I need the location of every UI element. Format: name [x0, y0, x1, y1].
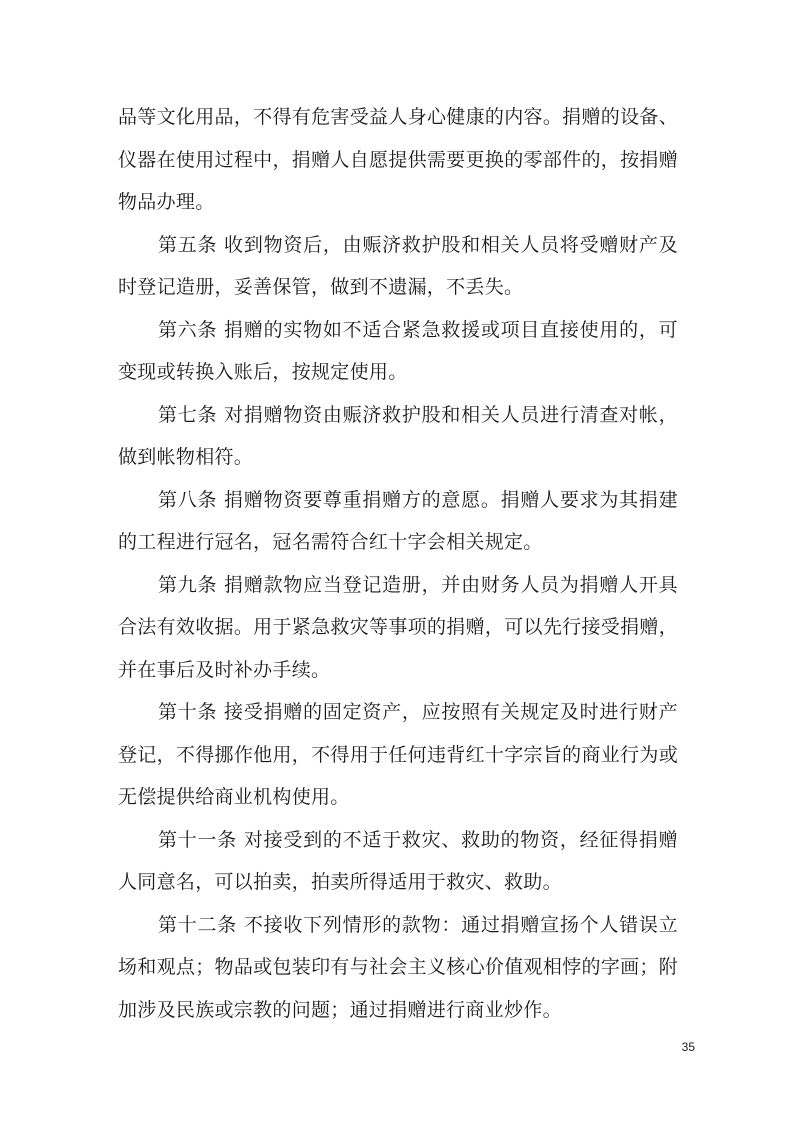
article-11: 第十一条 对接受到的不适于救灾、救助的物资，经征得捐赠人同意名，可以拍卖，拍卖所得适用于救灾、救助。 [118, 828, 678, 893]
article-7: 第七条 对捐赠物资由赈济救护股和相关人员进行清查对帐，做到帐物相符。 [118, 403, 678, 468]
article-6: 第六条 捐赠的实物如不适合紧急救援或项目直接使用的，可变现或转换入账后，按规定使用。 [118, 318, 678, 383]
article-9: 第九条 捐赠款物应当登记造册，并由财务人员为捐赠人开具合法有效收据。用于紧急救灾等事项的捐赠，可以先行接受捐赠，并在事后及时补办手续。 [118, 573, 678, 681]
paragraph-continuation: 品等文化用品，不得有危害受益人身心健康的内容。捐赠的设备、仪器在使用过程中，捐赠人自愿提供需要更换的零部件的，按捐赠物品办理。 [118, 106, 678, 213]
document-body [118, 96, 678, 1031]
article-10: 第十条 接受捐赠的固定资产，应按照有关规定及时进行财产登记，不得挪作他用，不得用于任何违背红十字宗旨的商业行为或无偿提供给商业机构使用。 [118, 701, 678, 808]
article-8: 第八条 捐赠物资要尊重捐赠方的意愿。捐赠人要求为其捐建的工程进行冠名，冠名需符合红十字会相关规定。 [118, 488, 678, 553]
article-5: 第五条 收到物资后，由赈济救护股和相关人员将受赠财产及时登记造册，妥善保管，做到不遗漏，不丢失。 [118, 233, 678, 298]
page-number: 35 [681, 1040, 695, 1054]
article-12: 第十二条 不接收下列情形的款物：通过捐赠宣扬个人错误立场和观点；物品或包装印有与社会主义核心价值观相悖的字画；附加涉及民族或宗教的问题；通过捐赠进行商业炒作。 [118, 913, 678, 1021]
